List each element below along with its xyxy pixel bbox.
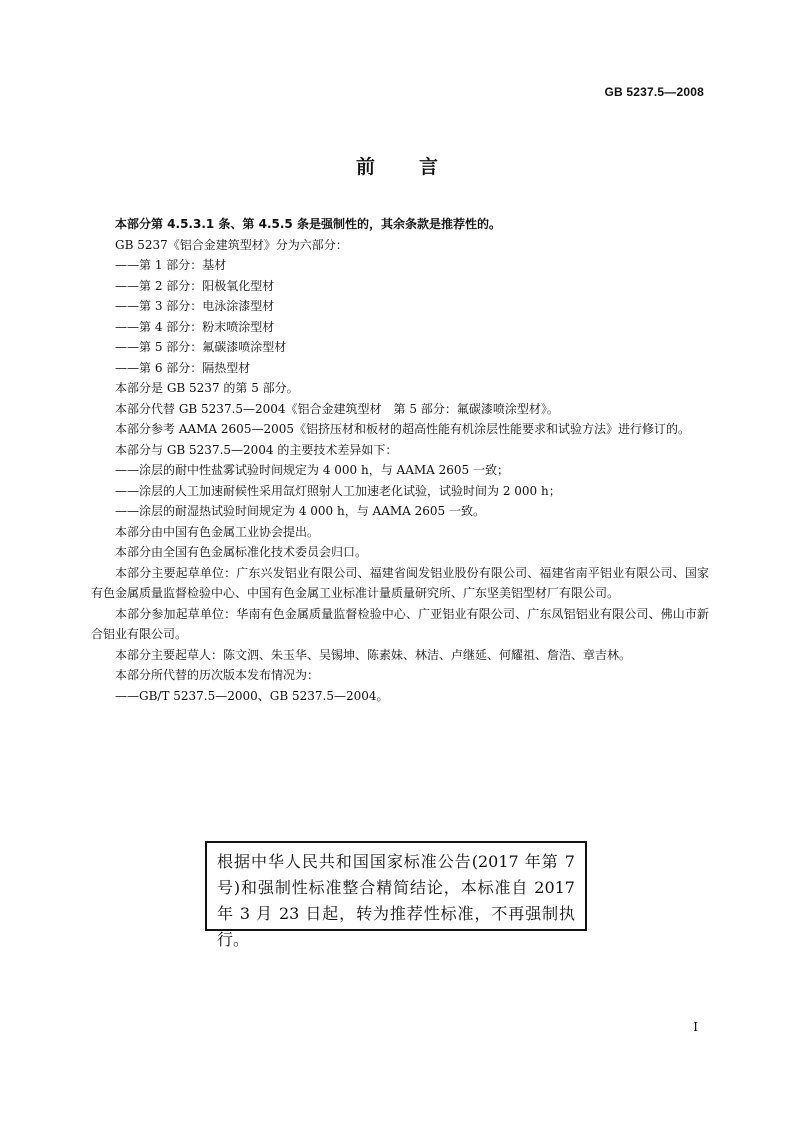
paragraph-mandatory-clauses: 本部分第 4.5.3.1 条、第 4.5.5 条是强制性的，其余条款是推荐性的。 [115,217,501,231]
paragraph: 本部分由全国有色金属标准化技术委员会归口。 [115,545,368,559]
page-number: I [693,1020,698,1034]
list-item: ——第 2 部分：阳极氧化型材 [115,278,275,293]
paragraph: 本部分主要起草人：陈文泗、朱玉华、吴锡坤、陈素妹、林洁、卢继延、何耀祖、詹浩、章吉林。 [115,647,632,662]
page-title: 前言 [355,156,482,178]
paragraph: 本部分是 GB 5237 的第 5 部分。 [115,381,299,395]
paragraph-parts-intro: GB 5237《铝合金建筑型材》分为六部分： [115,237,348,252]
list-item: ——涂层的耐中性盐雾试验时间规定为 4 000 h，与 AAMA 2605 一致； [115,463,509,477]
paragraph: 本部分参加起草单位：华南有色金属质量监督检验中心、广亚铝业有限公司、广东凤铝铝业有限公司、佛山市新合铝业有限公司。 [91,606,709,641]
notice-box: 根据中华人民共和国国家标准公告(2017 年第 7 号)和强制性标准整合精简结论，本标准自 2017 年 3 月 23 日起，转为推荐性标准，不再强制执行。 [205,841,587,931]
paragraph: 本部分与 GB 5237.5—2004 的主要技术差异如下： [115,442,398,457]
list-item: ——涂层的人工加速耐候性采用氙灯照射人工加速老化试验，试验时间为 2 000 h； [115,483,561,498]
list-item: ——第 5 部分：氟碳漆喷涂型材 [115,340,287,354]
standard-code: GB 5237.5—2008 [604,85,704,99]
paragraph: 本部分主要起草单位：广东兴发铝业有限公司、福建省闽发铝业股份有限公司、福建省南平铝业有限公司、国家有色金属质量监督检验中心、中国有色金属工业标准计量质量研究所、广东坚美铝型材厂有限公司。 [91,565,709,600]
paragraph: 本部分所代替的历次版本发布情况为： [115,668,320,682]
paragraph: 本部分由中国有色金属工业协会提出。 [115,524,320,539]
list-item: ——第 1 部分：基材 [115,258,227,272]
paragraph: 本部分代替 GB 5237.5—2004《铝合金建筑型材 第 5 部分：氟碳漆喷涂型材》。 [115,401,559,416]
list-item: ——第 4 部分：粉末喷涂型材 [115,319,275,334]
list-item: ——第 6 部分：隔热型材 [115,360,251,375]
list-item: ——涂层的耐湿热试验时间规定为 4 000 h，与 AAMA 2605 一致。 [115,504,485,518]
list-item: ——GB/T 5237.5—2000、GB 5237.5—2004。 [115,688,389,703]
foreword-body [91,214,709,706]
list-item: ——第 3 部分：电泳涂漆型材 [115,299,275,313]
paragraph: 本部分参考 AAMA 2605—2005《铝挤压材和板材的超高性能有机涂层性能要求和试验方法》进行修订的。 [115,422,690,436]
